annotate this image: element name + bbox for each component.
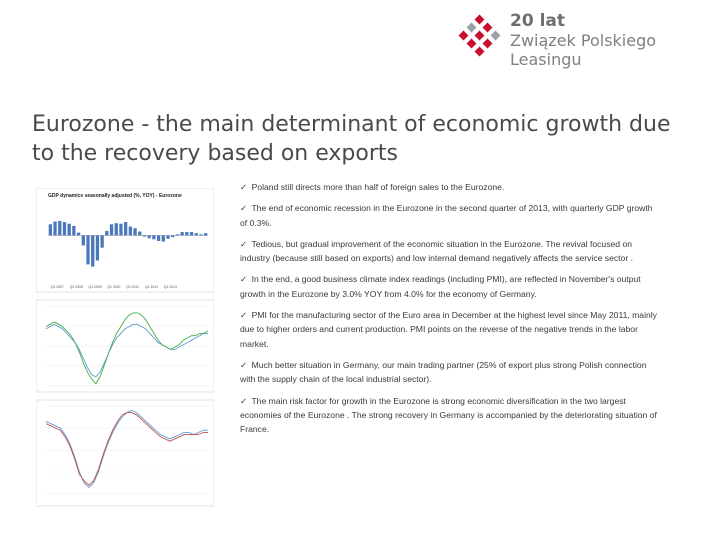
check-icon: ✓	[240, 310, 248, 321]
check-icon: ✓	[240, 203, 248, 214]
check-icon: ✓	[240, 395, 248, 406]
association-logo	[458, 12, 658, 74]
bullet-item: ✓ The end of economic recession in the Eurozone in the second quarter of 2013, with quarterly GDP growth of 0.3%.	[240, 203, 653, 228]
logo-diamond-icon	[458, 14, 506, 68]
charts-column	[36, 188, 214, 508]
gdp-bar	[77, 233, 80, 236]
gdp-bar	[110, 224, 113, 235]
check-icon: ✓	[240, 274, 248, 285]
gdp-bar	[82, 235, 85, 245]
check-icon: ✓	[240, 182, 248, 192]
bullet-item: ✓ In the end, a good business climate index readings (including PMI), are reflected in November's output growth in the Eurozone by 3.0% YOY from 4.0% for the economy of Germany.	[240, 274, 641, 299]
gdp-bar	[190, 232, 193, 235]
gdp-tick-label: Q1 2009	[88, 285, 102, 289]
gdp-bar	[96, 235, 99, 260]
check-icon: ✓	[240, 359, 248, 370]
gdp-bar	[138, 232, 141, 236]
gdp-bar	[185, 232, 188, 235]
gdp-bar	[143, 235, 146, 236]
logo-line-3: Leasingu	[510, 50, 582, 69]
gdp-bar	[68, 224, 71, 236]
bullet-item: ✓ Much better situation in Germany, our main trading partner (25% of export plus strong Polish connection with the supply chain of the local industrial sector).	[240, 359, 647, 385]
gdp-bar	[157, 235, 160, 241]
gdp-bar	[133, 228, 136, 235]
gdp-bar	[124, 222, 127, 235]
gdp-bar	[199, 234, 202, 235]
gdp-bar	[105, 231, 108, 235]
gdp-bar	[152, 235, 155, 239]
gdp-tick-label: Q1 2007	[50, 285, 64, 289]
gdp-bar	[148, 235, 151, 238]
gdp-tick-label: Q1 2010	[107, 285, 121, 289]
gdp-bar	[129, 227, 132, 236]
bullet-item: ✓ Tedious, but gradual improvement of the economic situation in the Eurozone. The revival focused on industry (because still based on exports) and low internal demand negatively affects the service sector .	[240, 238, 633, 264]
bullet-item: ✓ The main risk factor for growth in the Eurozone is strong economic diversification in the two largest economies of the Eurozone . The strong recovery in Germany is accompanied by the deteriorating situation of France.	[240, 395, 657, 435]
gdp-bar	[86, 235, 89, 264]
gdp-bar	[53, 222, 56, 236]
gdp-chart-title: GDP dynamics seasonally adjusted (%, YOY) - Eurozone	[48, 193, 182, 199]
gdp-bar	[115, 223, 118, 235]
gdp-bar	[180, 232, 183, 235]
gdp-bar	[162, 235, 165, 241]
gdp-tick-label: Q1 2008	[69, 285, 83, 289]
gdp-tick-label: Q1 2012	[145, 285, 159, 289]
bullet-item: ✓ Poland still directs more than half of foreign sales to the Eurozone.	[240, 182, 505, 192]
slide-title: Eurozone - the main determinant of economic growth due to the recovery based on exports	[32, 112, 671, 166]
germany-chart	[36, 400, 214, 506]
gdp-bar	[195, 233, 198, 235]
bullet-item: ✓ PMI for the manufacturing sector of the Euro area in December at the highest level since May 2011, mainly due to higher orders and current production. PMI points on the reverse of the negative trends in the labor market.	[240, 310, 657, 349]
bullet-list	[240, 180, 658, 443]
gdp-bar	[171, 235, 174, 237]
gdp-bar	[72, 226, 75, 235]
gdp-tick-label: Q1 2011	[126, 285, 140, 289]
pmi-chart	[36, 300, 214, 392]
gdp-bar	[204, 233, 207, 235]
gdp-bar	[63, 222, 66, 235]
logo-text	[510, 12, 656, 69]
logo-line-1: 20 lat	[510, 11, 566, 31]
check-icon: ✓	[240, 238, 248, 249]
gdp-bar	[58, 221, 61, 235]
gdp-bar	[100, 235, 103, 247]
logo-line-2: Związek Polskiego	[510, 31, 657, 50]
gdp-bar	[119, 224, 122, 236]
gdp-bar	[166, 235, 169, 238]
gdp-chart	[36, 188, 214, 292]
gdp-tick-label: Q1 2013	[163, 285, 177, 289]
gdp-bar	[49, 224, 52, 235]
gdp-bar	[91, 235, 94, 266]
gdp-bar	[176, 234, 179, 235]
